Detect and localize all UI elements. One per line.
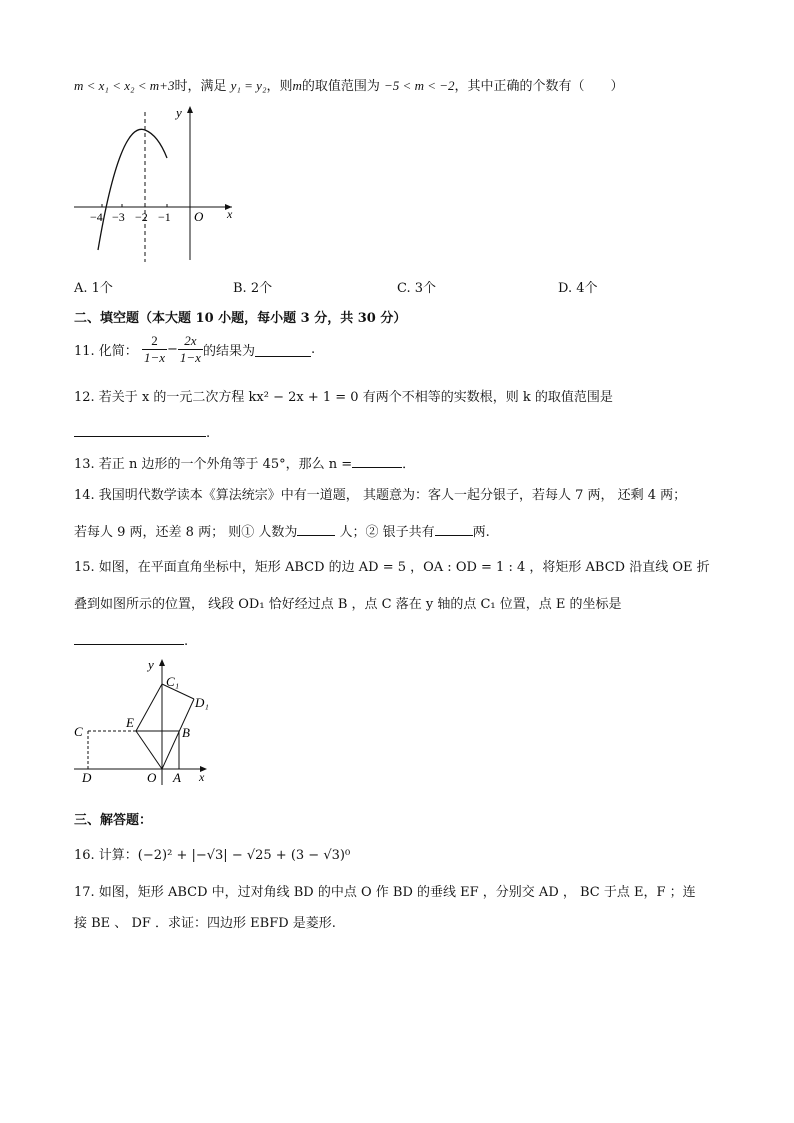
q10-text: ，其中正确的个数有（ ） [454,79,624,94]
q10-var: m [292,78,302,93]
q15-line1: 15. 如图，在平面直角坐标中，矩形 ABCD 的边 AD = 5 ，OA : OD = 1 : 4 ，将矩形 ABCD 沿直线 OE 折 [74,560,710,575]
q10-text: 时，满足 [174,79,227,94]
q15-line3: . [74,630,188,649]
label-e: E [126,715,134,730]
q12-line2: . [74,422,210,441]
section2-heading: 二、填空题（本大题 10 小题，每小题 3 分，共 30 分） [74,311,407,326]
tick-label: −2 [135,210,148,224]
q11-prefix: 11. 化简： [74,344,138,359]
parabola-curve [98,129,167,250]
label-d1: D₁ [195,695,209,710]
section3-heading: 三、解答题： [74,813,153,828]
q15-line2: 叠到如图所示的位置， 线段 OD₁ 恰好经过点 B ，点 C 落在 y 轴的点 C₁ 位置，点 E 的坐标是 [74,597,622,612]
segment-oe [136,731,162,769]
label-x: x [199,770,205,784]
q10-range: −5 < m < −2 [384,78,455,93]
answer-blank [74,422,206,437]
answer-blank [74,630,184,645]
x-label: x [227,207,233,221]
q14-line2: 若每人 9 两，还差 8 两； 则① 人数为 人；② 银子共有 两. [74,521,490,540]
q10-continuation [74,75,624,94]
origin-label: O [194,209,204,224]
q13: 13. 若正 n 边形的一个外角等于 45°，那么 n = ． [74,453,415,472]
q10-option-a: A. 1个 [74,281,113,296]
q15-rectangle-fold-figure [70,655,220,790]
q14-line1: 14. 我国明代数学读本《算法统宗》中有一道题， 其题意为：客人一起分银子，若每人 7 两， 还剩 4 两； [74,488,687,503]
q10-condition: m < x₁ < x₂ < m+3 [74,78,175,93]
q10-option-d: D. 4个 [558,281,598,296]
label-y: y [148,657,154,672]
y-axis-arrow [159,659,165,666]
q10-eq: y₁ = y₂ [230,78,267,93]
q10-parabola-graph [70,100,240,265]
label-c1: C₁ [166,674,180,689]
tick-label: −1 [158,210,171,224]
label-d: D [82,770,92,785]
label-c: C [74,724,83,739]
answer-blank [297,521,335,536]
label-o: O [147,770,157,785]
q11-fraction-2: $\frac{2x}{1-x}$ [179,333,201,365]
label-b: B [182,725,190,740]
tick-label: −3 [112,210,125,224]
q10-text: 的取值范围为 [301,79,380,94]
q11-fraction-1: $\frac{2}{1-x}$ [143,333,165,365]
answer-blank [255,342,311,357]
q12-line1: 12. 若关于 x 的一元二次方程 kx² − 2x + 1 = 0 有两个不相等的实数根，则 k 的取值范围是 [74,390,613,405]
answer-blank [352,453,402,468]
q10-option-c: C. 3个 [397,281,437,296]
q17-line1: 17. 如图，矩形 ABCD 中，过对角线 BD 的中点 O 作 BD 的垂线 EF ，分别交 AD ， BC 于点 E，F ；连 [74,885,696,900]
answer-blank [435,521,473,536]
tick-label: −4 [90,210,103,224]
segment-ec1 [136,684,162,731]
q17-line2: 接 BE 、 DF ．求证：四边形 EBFD 是菱形. [74,916,336,931]
q11: 11. 化简： $\frac{2}{1-x}$ − $\frac{2x}{1-x}$ 的结果为 . [74,333,316,365]
y-label: y [176,105,182,120]
q16: 16. 计算：(−2)² + |−√3| − √25 + (3 − √3)⁰ [74,848,351,863]
y-axis-arrow [187,106,193,113]
q10-option-b: B. 2个 [233,281,273,296]
label-a: A [173,770,181,785]
q11-suffix: 的结果为 [202,344,255,359]
q10-text: ，则 [266,79,293,94]
